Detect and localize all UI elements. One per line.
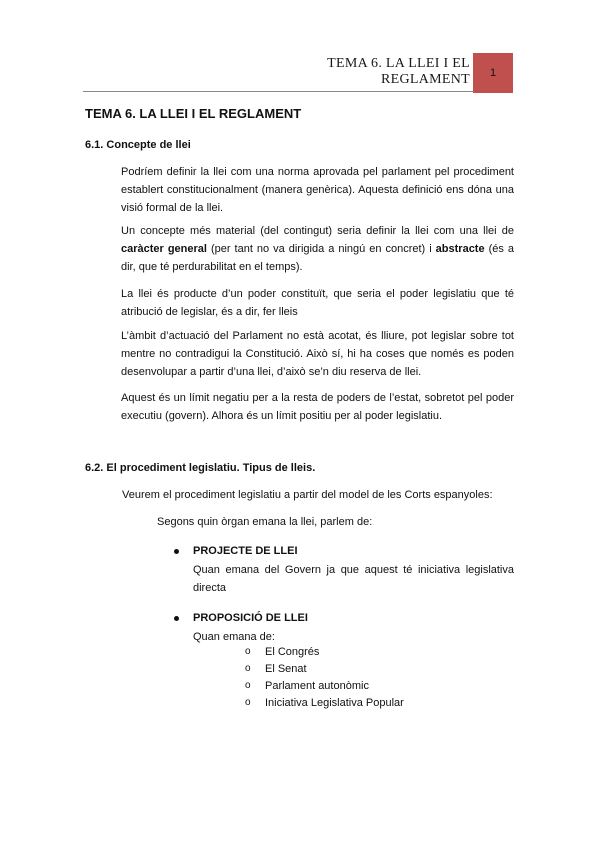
section2-heading: 6.2. El procediment legislatiu. Tipus de lleis. [85,462,316,474]
section1-paragraph-5: Aquest és un límit negatiu per a la resta de poders de l’estat, sobretot pel poder executiu (govern). Alhora és un límit positiu per al poder legislatiu. [121,392,514,422]
header-title-line1: TEMA 6. LA LLEI I EL [327,56,470,71]
bullet-text: Quan emana del Govern ja que aquest té iniciativa legislativa directa [193,564,514,594]
section1-paragraph-3: La llei és producte d’un poder constituït, que seria el poder legislatiu que té atribució de legislar, és a dir, fer lleis [121,288,514,318]
header-divider [83,91,474,92]
p2-text-c: (per tant no va dirigida a ningú en concret) i [206,243,436,255]
p2-text-a: Un concepte més material (del contingut) seria definir la llei com una llei de [121,225,514,237]
p2-text-e: (és a dir, que té perdurabilitat en el temps). [121,243,514,273]
section2-lead: Segons quin òrgan emana la llei, parlem de: [157,516,373,528]
sub-bullet-marker: o [245,646,251,657]
bullet-dot-icon [174,549,179,554]
bullet-text: Quan emana de: [193,631,275,643]
sub-bullet-marker: o [245,697,251,708]
p2-bold-general: caràcter general [121,243,207,255]
section1-paragraph-1: Podríem definir la llei com una norma aprovada pel parlament pel procediment establert constitucionalment (manera genèrica). Aquesta definició ens dóna una visió formal de la llei. [121,166,514,214]
sub-bullet-marker: o [245,680,251,691]
bullet-heading: PROPOSICIÓ DE LLEI [193,612,308,624]
sub-item-text: El Congrés [265,646,320,658]
page-number: 1 [489,67,497,79]
section2-intro: Veurem el procediment legislatiu a partir del model de les Corts espanyoles: [122,489,493,501]
page-number-box [473,53,513,93]
sub-bullet-marker: o [245,663,251,674]
sub-item-text: Parlament autonòmic [265,680,369,692]
bullet-dot-icon [174,616,179,621]
sub-item-text: Iniciativa Legislativa Popular [265,697,404,709]
section1-paragraph-4: L’àmbit d’actuació del Parlament no està acotat, és lliure, pot legislar sobre tot mentre no contradigui la Constitució. Això sí, hi ha coses que només es poden desenvolupar a partir d’una llei, d’això se’n diu reserva de llei. [121,330,514,378]
p2-bold-abstracte: abstracte [435,243,485,255]
section1-heading: 6.1. Concepte de llei [85,139,191,151]
running-header-title [327,56,470,88]
sub-item-text: El Senat [265,663,307,675]
header-title-line2: REGLAMENT [380,72,470,87]
bullet-heading: PROJECTE DE LLEI [193,545,298,557]
section1-paragraph-2 [121,222,514,276]
document-title: TEMA 6. LA LLEI I EL REGLAMENT [85,106,302,121]
